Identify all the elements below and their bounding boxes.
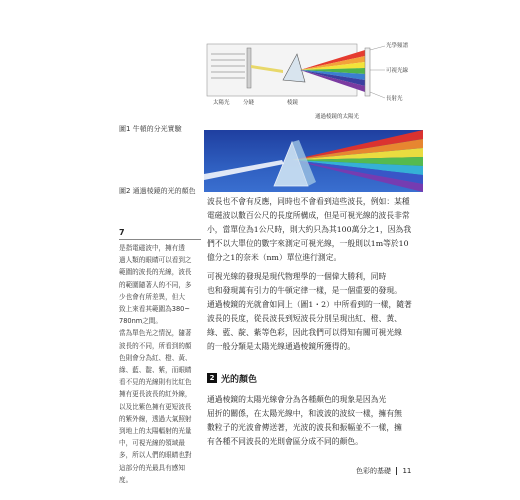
label-sun: 太陽光	[213, 100, 230, 106]
figure-1-diagram	[205, 40, 423, 122]
figure-2-photo	[204, 130, 423, 192]
sidebar-note-body: 是指電磁波中，擁有透 過人類的眼睛可以看到之 範圍的波長的光線，波長 的範圍隨著人的不同，多 少也會有所差異，但大 致上來看其範圍為380~ 780nm之間。 當為單色光之情況，隨著 波長的不同，所看到的顏 色則會分為紅、橙、黃、 綠、藍、靛、紫，而眼睛 看不見的光線則有比紅色 擁有更長波長的紅外線， 以及比紫色擁有更短波長 的紫外線，透過大氣照射 到地上的太陽輻射的光量 中，可視光線的領域最 多，所以人們的眼睛也對 這部分的光最具有感知 度。	[119, 244, 192, 484]
sidebar-divider	[119, 239, 201, 240]
main-paragraph-1: 波長也不會有反應，同時也不會看到這些波長，例如：某種 電磁波以數百公尺的長度所構成，但是可視光線的波長非常 小，當單位為1公尺時，則大約只為其100萬分之1，因為我 們不以大單位的數字來測定可視光線，一般則以1m等於10 億分之1的奈米（nm）單位進行測定。	[207, 197, 412, 263]
label-visible: 光學頻譜	[386, 43, 409, 49]
figure-2-caption: 圖2 通過棱鏡的光的顏色	[119, 187, 196, 195]
newton-experiment-illustration	[205, 40, 423, 122]
white-beam	[204, 160, 284, 180]
screen	[365, 48, 370, 96]
footer-label: 色彩的基礎	[356, 467, 391, 475]
label-prism: 棱鏡	[287, 100, 299, 106]
label-infrared: 長射光	[386, 96, 403, 102]
label-bottom: 通過棱鏡的太陽光	[315, 114, 360, 120]
prism-spectrum-image	[204, 130, 423, 192]
figure-1-caption: 圖1 牛頓的分光實驗	[119, 125, 182, 133]
footer-separator	[396, 467, 397, 475]
main-paragraph-2: 可視光線的發現是現代物理學的一個偉大勝利，同時 也和發現萬有引力的牛頓定律一樣，是一個重要的發現。 通過棱鏡的光就會如同上（圖1・2）中所看到的一樣，隨著 波長的長度，從長波長到短波長分別呈現出紅、橙、黃、 綠、藍、靛、紫等色彩，因此我們可以得知有關可視光線 的一般分類是太陽光線通過棱鏡所獲得的。	[207, 272, 412, 352]
section-number-badge: 2	[207, 373, 217, 383]
label-spectrum: 可視光線	[386, 68, 409, 74]
page-number: 11	[402, 467, 412, 475]
sidebar-note-number: 7	[119, 228, 125, 237]
slit-plate	[247, 48, 251, 88]
footer	[356, 466, 411, 476]
main-paragraph-3: 通過棱鏡的太陽光線會分為各種顏色的現象是因為光 屈折的關係，在太陽光線中，和波波的波紋一樣，擁有無 數粒子的光波會傳送著，光波的波長和振幅並不一樣，擁 有各種不同波長的光則會區分成不同的顏色。	[207, 395, 402, 447]
label-slit: 分縫	[243, 100, 255, 106]
section-title: 光的顏色	[221, 375, 258, 385]
